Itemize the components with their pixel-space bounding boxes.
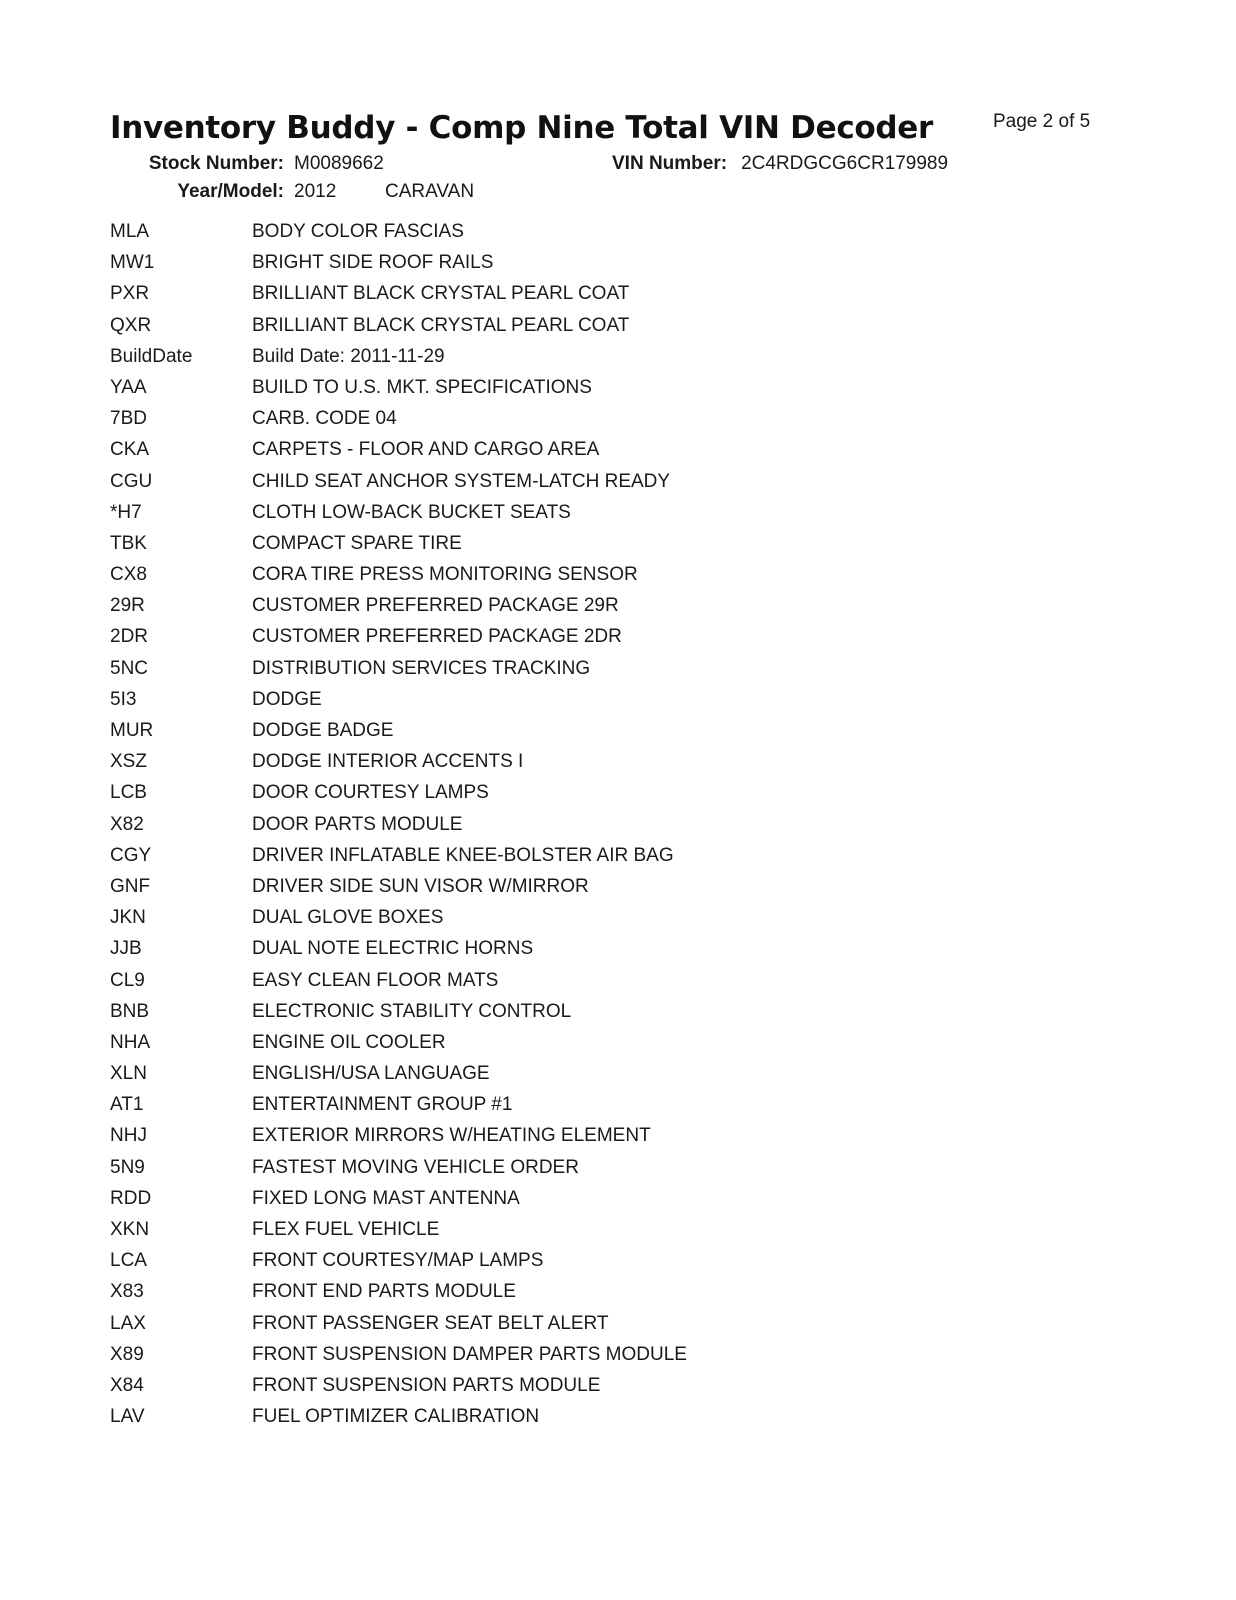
option-description: ENGLISH/USA LANGUAGE <box>252 1063 490 1085</box>
option-row <box>110 1089 687 1120</box>
option-description: FIXED LONG MAST ANTENNA <box>252 1187 520 1209</box>
option-row <box>110 372 687 403</box>
option-code: LCB <box>110 782 147 804</box>
option-description: CHILD SEAT ANCHOR SYSTEM-LATCH READY <box>252 470 671 492</box>
option-row <box>110 216 687 247</box>
option-description: CARB. CODE 04 <box>252 408 397 430</box>
option-description: CARPETS - FLOOR AND CARGO AREA <box>252 439 600 461</box>
option-code: X82 <box>110 813 144 835</box>
option-row <box>110 871 687 902</box>
option-code: X83 <box>110 1281 144 1303</box>
option-code: TBK <box>110 532 147 554</box>
year-model-label: Year/Model: <box>177 181 284 202</box>
option-description: DOOR PARTS MODULE <box>252 813 463 835</box>
option-code: PXR <box>110 283 150 305</box>
option-code: 7BD <box>110 408 147 430</box>
option-row <box>110 559 687 590</box>
option-row <box>110 1401 687 1432</box>
option-code: JJB <box>110 938 142 960</box>
option-row <box>110 1339 687 1370</box>
option-code: CX8 <box>110 564 147 586</box>
option-code: RDD <box>110 1187 152 1209</box>
option-row <box>110 653 687 684</box>
option-row <box>110 247 687 278</box>
option-row <box>110 1058 687 1089</box>
option-code: 2DR <box>110 626 149 648</box>
option-row <box>110 1308 687 1339</box>
option-row <box>110 1152 687 1183</box>
option-code: *H7 <box>110 501 142 523</box>
option-row <box>110 965 687 996</box>
option-code: JKN <box>110 907 146 929</box>
option-code: XKN <box>110 1219 150 1240</box>
option-description: DUAL GLOVE BOXES <box>252 907 444 929</box>
option-row <box>110 809 687 840</box>
option-row <box>110 1183 687 1214</box>
option-description: EXTERIOR MIRRORS W/HEATING ELEMENT <box>252 1125 651 1147</box>
year-model-field <box>146 180 336 204</box>
option-row <box>110 403 687 434</box>
option-row <box>110 1245 687 1276</box>
option-description: EASY CLEAN FLOOR MATS <box>252 969 499 991</box>
option-code: GNF <box>110 875 151 897</box>
option-code: 5NC <box>110 657 149 679</box>
year-value: 2012 <box>294 181 337 202</box>
option-description: DOOR COURTESY LAMPS <box>252 782 489 804</box>
option-code: MUR <box>110 720 154 741</box>
option-description: ENTERTAINMENT GROUP #1 <box>252 1094 513 1116</box>
options-list <box>110 216 687 1432</box>
option-code: X89 <box>110 1343 144 1365</box>
option-description: CUSTOMER PREFERRED PACKAGE 2DR <box>252 626 622 648</box>
option-row <box>110 1027 687 1058</box>
option-code: BuildDate <box>110 345 193 367</box>
option-row <box>110 840 687 871</box>
option-description: FRONT PASSENGER SEAT BELT ALERT <box>252 1312 609 1334</box>
option-row <box>110 996 687 1027</box>
option-description: BRIGHT SIDE ROOF RAILS <box>252 252 494 274</box>
option-description: COMPACT SPARE TIRE <box>252 532 462 554</box>
option-code: MLA <box>110 221 150 242</box>
option-code: LAX <box>110 1312 146 1334</box>
option-row <box>110 715 687 746</box>
option-description: DRIVER INFLATABLE KNEE-BOLSTER AIR BAG <box>252 844 674 866</box>
option-code: BNB <box>110 1000 150 1022</box>
vin-number-value: 2C4RDGCG6CR179989 <box>741 153 949 174</box>
option-description: BRILLIANT BLACK CRYSTAL PEARL COAT <box>252 314 630 336</box>
option-code: NHJ <box>110 1125 147 1147</box>
option-description: DISTRIBUTION SERVICES TRACKING <box>252 657 591 679</box>
option-description: FRONT COURTESY/MAP LAMPS <box>252 1250 544 1272</box>
option-row <box>110 746 687 777</box>
option-description: BODY COLOR FASCIAS <box>252 221 464 242</box>
option-description: BUILD TO U.S. MKT. SPECIFICATIONS <box>252 376 592 398</box>
vin-number-field <box>612 152 948 176</box>
page-number: Page 2 of 5 <box>993 111 1091 132</box>
option-row <box>110 434 687 465</box>
option-description: DODGE INTERIOR ACCENTS I <box>252 751 524 773</box>
option-description: DRIVER SIDE SUN VISOR W/MIRROR <box>252 875 589 897</box>
option-code: CGU <box>110 470 153 492</box>
page-title: Inventory Buddy - Comp Nine Total VIN Decoder <box>110 110 934 146</box>
option-description: FRONT SUSPENSION DAMPER PARTS MODULE <box>252 1343 687 1365</box>
option-code: 29R <box>110 595 145 617</box>
option-row <box>110 621 687 652</box>
option-code: LCA <box>110 1250 147 1272</box>
option-code: CL9 <box>110 969 145 991</box>
option-row <box>110 684 687 715</box>
option-code: AT1 <box>110 1094 144 1116</box>
option-row <box>110 528 687 559</box>
option-code: 5I3 <box>110 688 137 710</box>
option-code: X84 <box>110 1374 144 1396</box>
option-description: CUSTOMER PREFERRED PACKAGE 29R <box>252 595 619 617</box>
option-code: CKA <box>110 439 150 461</box>
option-code: YAA <box>110 376 147 398</box>
option-row <box>110 278 687 309</box>
option-description: FRONT SUSPENSION PARTS MODULE <box>252 1374 601 1396</box>
option-row <box>110 1120 687 1151</box>
option-description: ENGINE OIL COOLER <box>252 1031 446 1053</box>
option-code: LAV <box>110 1406 145 1428</box>
option-row <box>110 590 687 621</box>
option-code: XLN <box>110 1063 147 1085</box>
model-value: CARAVAN <box>385 181 475 202</box>
option-description: DODGE BADGE <box>252 720 394 741</box>
option-row <box>110 777 687 808</box>
vin-number-label: VIN Number: <box>612 153 728 174</box>
option-description: Build Date: 2011-11-29 <box>252 345 445 367</box>
option-description: CORA TIRE PRESS MONITORING SENSOR <box>252 564 638 586</box>
option-row <box>110 497 687 528</box>
stock-number-label: Stock Number: <box>148 153 284 174</box>
option-description: FLEX FUEL VEHICLE <box>252 1219 440 1240</box>
option-code: XSZ <box>110 751 147 773</box>
option-description: FRONT END PARTS MODULE <box>252 1281 516 1303</box>
option-description: DODGE <box>252 688 322 710</box>
option-row <box>110 341 687 372</box>
option-code: NHA <box>110 1031 151 1053</box>
option-row <box>110 1370 687 1401</box>
option-description: BRILLIANT BLACK CRYSTAL PEARL COAT <box>252 283 630 305</box>
option-row <box>110 310 687 341</box>
option-description: FASTEST MOVING VEHICLE ORDER <box>252 1156 579 1178</box>
option-description: FUEL OPTIMIZER CALIBRATION <box>252 1406 540 1428</box>
option-row <box>110 1214 687 1245</box>
option-description: DUAL NOTE ELECTRIC HORNS <box>252 938 534 960</box>
option-code: QXR <box>110 314 152 336</box>
option-code: CGY <box>110 844 152 866</box>
option-code: 5N9 <box>110 1156 145 1178</box>
option-row <box>110 902 687 933</box>
option-description: CLOTH LOW-BACK BUCKET SEATS <box>252 501 571 523</box>
stock-number-value: M0089662 <box>294 153 384 174</box>
stock-number-field <box>146 152 384 176</box>
option-row <box>110 933 687 964</box>
option-description: ELECTRONIC STABILITY CONTROL <box>252 1000 572 1022</box>
option-code: MW1 <box>110 252 155 274</box>
option-row <box>110 466 687 497</box>
option-row <box>110 1276 687 1307</box>
